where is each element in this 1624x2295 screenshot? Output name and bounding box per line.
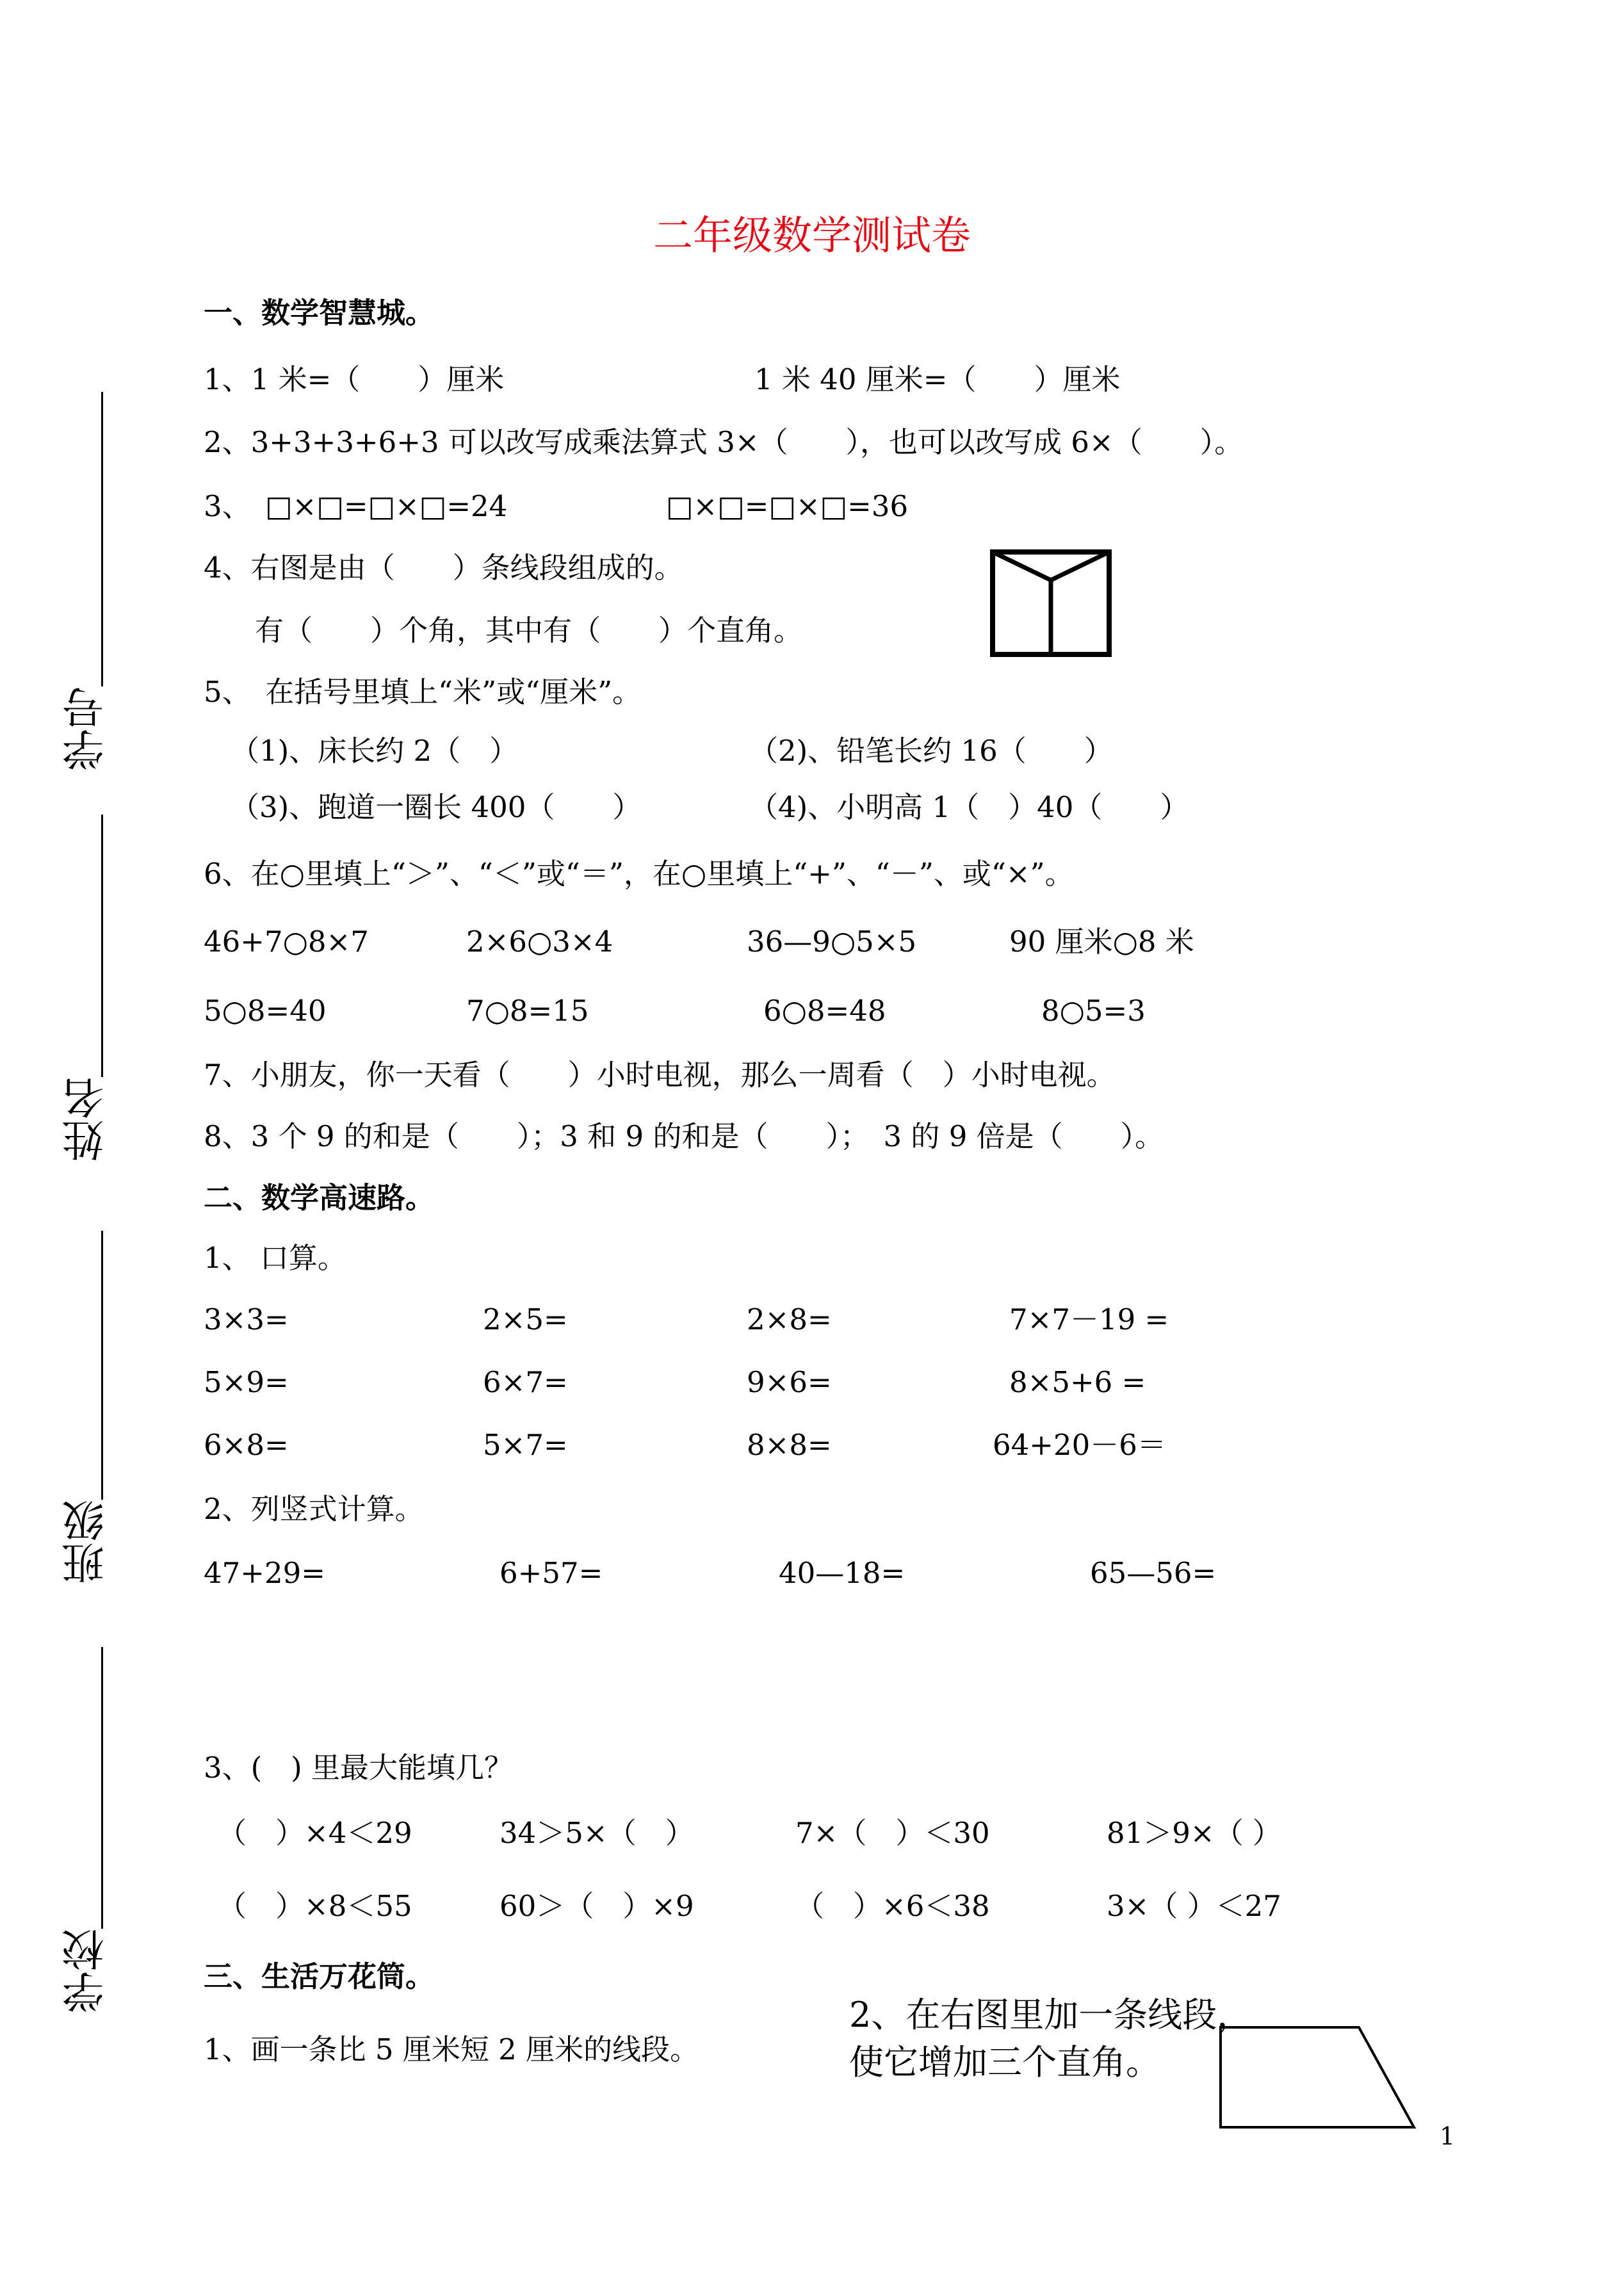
- max-fill-item: （ ）×6＜38: [795, 1889, 990, 1923]
- s3-q1-text: 1、画一条比 5 厘米短 2 厘米的线段。: [204, 2032, 699, 2066]
- q3-part-a: 3、 □×□=□×□=24: [204, 489, 508, 523]
- max-fill-item: 3×（ ）＜27: [1107, 1889, 1281, 1923]
- q2-text: 2、3+3+3+6+3 可以改写成乘法算式 3×（ ），也可以改写成 6×（ ）。: [204, 425, 1244, 459]
- s2-q1-text: 1、 口算。: [204, 1241, 346, 1275]
- segment-figure: [990, 549, 1113, 660]
- vertical-calc-item: 6+57=: [499, 1556, 603, 1590]
- s2-q3-text: 3、( ) 里最大能填几？: [204, 1751, 514, 1785]
- s2-q2-text: 2、列竖式计算。: [204, 1492, 424, 1526]
- sidebar-class: 班级: [62, 1500, 111, 1584]
- q5-text: 5、 在括号里填上“米”或“厘米”。: [204, 675, 642, 709]
- vertical-calc-item: 40—18=: [779, 1556, 905, 1590]
- calc-item: 8×8=: [747, 1428, 832, 1462]
- q5-item-3: （3)、跑道一圈长 400（ ）: [231, 790, 642, 824]
- section-2-heading: 二、数学高速路。: [204, 1181, 435, 1215]
- q6-item: 46+7○8×7: [204, 925, 369, 959]
- calc-item: 6×7=: [483, 1365, 568, 1399]
- calc-item: 2×5=: [483, 1302, 568, 1336]
- q3-part-b: □×□=□×□=36: [666, 489, 909, 523]
- q1-part-b: 1 米 40 厘米=（ ）厘米: [754, 362, 1121, 396]
- max-fill-item: 7×（ ）＜30: [795, 1816, 990, 1850]
- max-fill-item: 60＞（ ）×9: [499, 1889, 694, 1923]
- q5-item-2: （2)、铅笔长约 16（ ）: [749, 734, 1113, 768]
- q6-item: 8○5=3: [1041, 994, 1146, 1028]
- section-1-heading: 一、数学智慧城。: [204, 296, 435, 330]
- q1-part-a: 1、1 米=（ ）厘米: [204, 362, 505, 396]
- q6-text: 6、在○里填上“＞”、“＜”或“＝”，在○里填上“+”、“－”、或“×”。: [204, 857, 1074, 891]
- max-fill-item: （ ）×8＜55: [218, 1889, 412, 1923]
- calc-item: 8×5+6 =: [1009, 1365, 1146, 1399]
- calc-item: 9×6=: [747, 1365, 832, 1399]
- calc-item: 6×8=: [204, 1428, 289, 1462]
- s3-q2-text-a: 2、在右图里加一条线段，: [849, 1995, 1252, 2035]
- q6-item: 7○8=15: [466, 994, 589, 1028]
- q6-item: 5○8=40: [204, 994, 327, 1028]
- calc-item: 7×7－19 =: [1009, 1302, 1169, 1336]
- page-title: 二年级数学测试卷: [653, 212, 971, 259]
- calc-item: 64+20－6＝: [993, 1428, 1166, 1462]
- name-line: [101, 815, 103, 1077]
- sidebar-name: 姓名: [62, 1077, 111, 1162]
- max-fill-item: 81＞9×（ ）: [1107, 1816, 1281, 1850]
- school-line: [101, 1647, 103, 1929]
- vertical-calc-item: 47+29=: [204, 1556, 325, 1590]
- max-fill-item: （ ）×4＜29: [218, 1816, 412, 1850]
- trapezoid-figure: [1210, 2023, 1422, 2132]
- class-line: [101, 1231, 103, 1500]
- max-fill-item: 34＞5×（ ）: [499, 1816, 694, 1850]
- q6-item: 2×6○3×4: [466, 925, 613, 959]
- student-no-line: [101, 392, 103, 686]
- calc-item: 3×3=: [204, 1302, 289, 1336]
- q6-item: 36—9○5×5: [747, 925, 917, 959]
- q6-item: 6○8=48: [763, 994, 886, 1028]
- q5-item-4: （4)、小明高 1（ ）40（ ）: [749, 790, 1189, 824]
- section-3-heading: 三、生活万花筒。: [204, 1959, 435, 1993]
- s3-q2-text-b: 使它增加三个直角。: [849, 2042, 1160, 2082]
- q6-item: 90 厘米○8 米: [1009, 925, 1194, 959]
- page-number: 1: [1440, 2122, 1456, 2150]
- q4-text-a: 4、右图是由（ ）条线段组成的。: [204, 551, 683, 585]
- q4-text-b: 有（ ）个角，其中有（ ）个直角。: [255, 613, 803, 647]
- calc-item: 5×7=: [483, 1428, 568, 1462]
- sidebar-school: 学校: [62, 1929, 111, 2013]
- calc-item: 2×8=: [747, 1302, 832, 1336]
- q8-text: 8、3 个 9 的和是（ ）；3 和 9 的和是（ ）； 3 的 9 倍是（ ）。: [204, 1119, 1164, 1153]
- calc-item: 5×9=: [204, 1365, 289, 1399]
- sidebar-student-no: 学号: [62, 686, 111, 771]
- q7-text: 7、小朋友，你一天看（ ）小时电视，那么一周看（ ）小时电视。: [204, 1058, 1116, 1092]
- q5-item-1: （1)、床长约 2（ ）: [231, 734, 519, 768]
- vertical-calc-item: 65—56=: [1090, 1556, 1217, 1590]
